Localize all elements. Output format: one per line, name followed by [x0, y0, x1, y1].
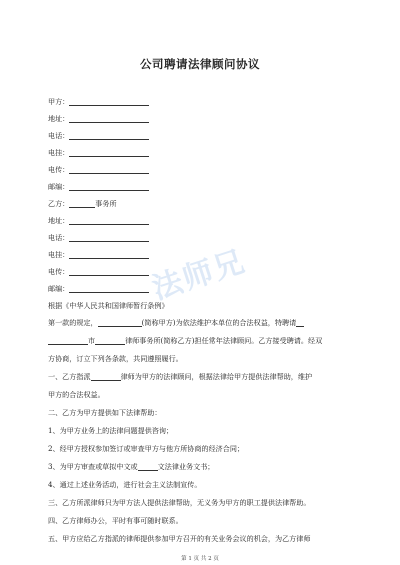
blank-line [69, 182, 149, 191]
text: 一、乙方指派 [48, 372, 91, 381]
blank-line [69, 114, 149, 123]
postcode-label: 邮编： [48, 182, 70, 191]
item2-3-line [48, 462, 214, 471]
party-b-line [48, 199, 117, 208]
item2-text: 二、乙方为甲方提供如下法律帮助： [48, 408, 162, 417]
text: 市 [88, 336, 96, 345]
telex-label: 电传： [48, 267, 70, 276]
firm-label: 事务所 [95, 199, 117, 208]
party-a-telex-line [48, 165, 149, 174]
blank-line [69, 216, 149, 225]
blank-line [48, 336, 88, 345]
document-title: 公司聘请法律顾问协议 [140, 57, 260, 71]
address-label: 地址： [48, 216, 70, 225]
blank-line [69, 165, 149, 174]
blank-line [69, 250, 149, 259]
party-b-phone-line [48, 233, 149, 242]
watermark-logo: 法师兄 [148, 243, 251, 307]
cable-label: 电挂： [48, 250, 70, 259]
text: 律师为甲方的法律顾问，根据法律给甲方提供法律帮助，维护 [120, 372, 313, 381]
blank-line [69, 199, 95, 208]
text: 第一款的规定， [48, 318, 98, 327]
clause1-line2 [48, 336, 322, 345]
text: (简称甲方)为依法维护本单位的合法权益，特聘请 [141, 318, 297, 327]
party-a-line [48, 97, 149, 106]
phone-label: 电话： [48, 233, 70, 242]
party-b-cable-line [48, 250, 149, 259]
party-a-label: 甲方： [48, 97, 70, 106]
clause1-line3: 方协商，订立下列各条款，共同遵照履行。 [48, 354, 183, 363]
blank-line [95, 336, 125, 345]
item5-line1: 五、甲方应给乙方指派的律师提供参加甲方召开的有关业务会议的机会，为乙方律师 [48, 534, 311, 543]
blank-line [69, 148, 149, 157]
blank-line [91, 372, 121, 381]
blank-line [69, 284, 149, 293]
text: 3、为甲方审查或草拟中文或 [48, 462, 138, 471]
telex-label: 电传： [48, 165, 70, 174]
address-label: 地址： [48, 114, 70, 123]
blank-line [69, 97, 149, 106]
page-footer: 第 1 页 共 2 页 [181, 556, 219, 562]
item1-line2: 甲方的合法权益。 [48, 390, 105, 399]
phone-label: 电话： [48, 131, 70, 140]
postcode-label: 邮编： [48, 284, 70, 293]
party-b-address-line [48, 216, 149, 225]
blank-line [69, 131, 149, 140]
item2-4-text: 4、通过上述业务活动，进行社会主义法制宣传。 [48, 480, 202, 489]
basis-text: 根据《中华人民共和国律师暂行条例》 [48, 301, 169, 310]
party-b-telex-line [48, 267, 149, 276]
party-a-phone-line [48, 131, 149, 140]
clause1-line1 [48, 318, 304, 327]
text: 文法律业务文书； [157, 462, 215, 471]
cable-label: 电挂： [48, 148, 70, 157]
party-b-postcode-line [48, 284, 149, 293]
blank-line [296, 318, 304, 327]
item3-text: 三、乙方所派律师只为甲方法人提供法律帮助，无义务为甲方的职工提供法律帮助。 [48, 498, 311, 507]
item1-line1 [48, 372, 312, 381]
item2-1-text: 1、为甲方业务上的法律问题提供咨询； [48, 426, 174, 435]
party-a-address-line [48, 114, 149, 123]
blank-line [69, 233, 149, 242]
party-b-label: 乙方： [48, 199, 70, 208]
item2-2-text: 2、经甲方授权参加签订或审查甲方与他方所协商的经济合同； [48, 444, 245, 453]
blank-line [138, 462, 158, 471]
blank-line [69, 267, 149, 276]
item4-text: 四、乙方律师办公，平时有事可随时联系。 [48, 516, 183, 525]
text: 律师事务所(简称乙方)担任常年法律顾问。乙方接受聘请。经双 [125, 336, 323, 345]
party-a-postcode-line [48, 182, 149, 191]
blank-line [98, 318, 142, 327]
party-a-cable-line [48, 148, 149, 157]
